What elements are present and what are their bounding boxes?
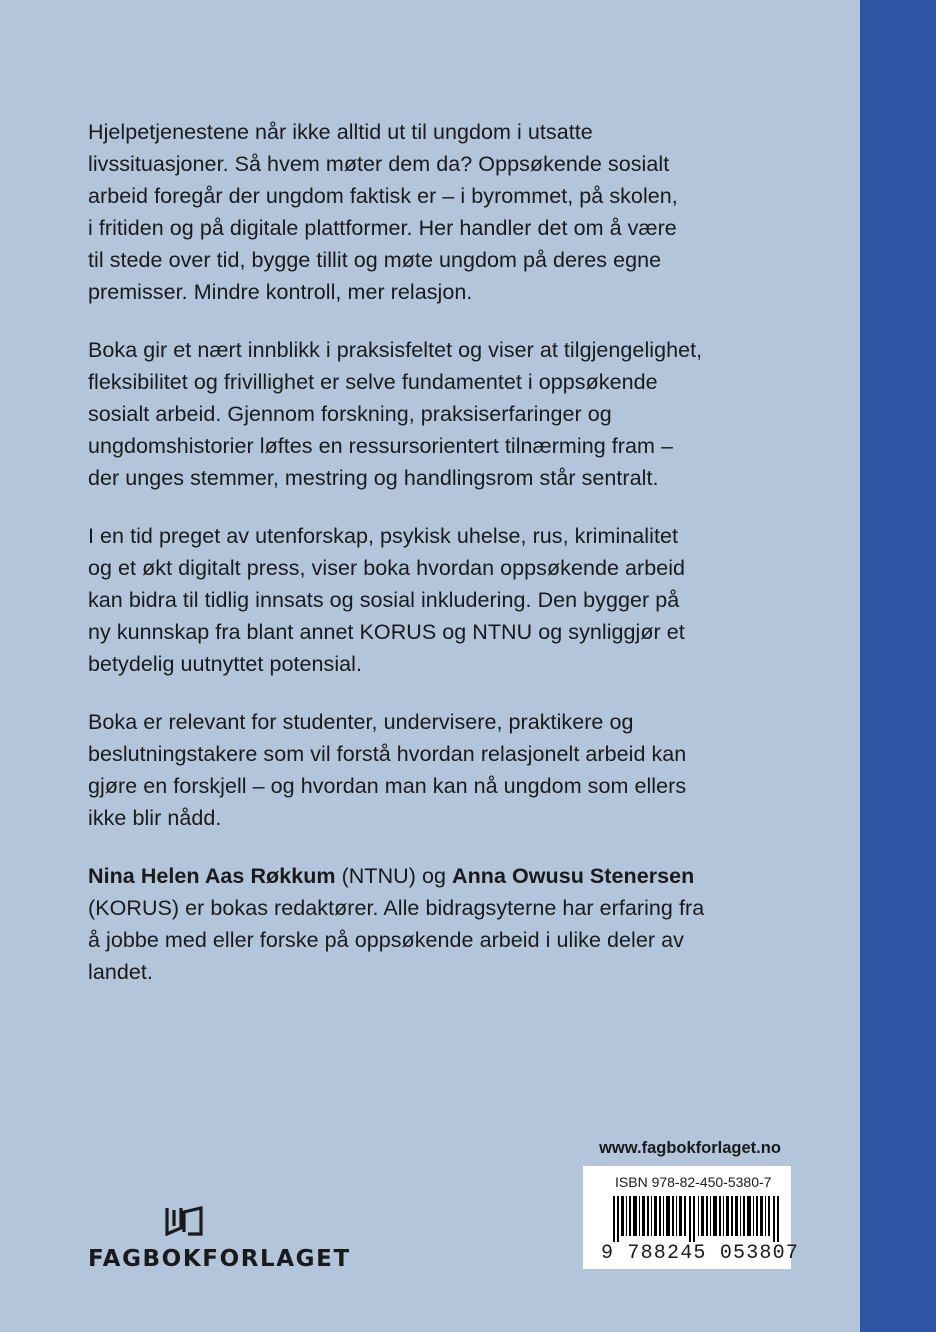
isbn-label: ISBN 978-82-450-5380-7 — [615, 1174, 772, 1190]
barcode-icon — [613, 1196, 783, 1242]
text-line: Hjelpetjenestene når ikke alltid ut til ungdom i utsatte — [88, 120, 593, 144]
paragraph-3 — [88, 520, 748, 680]
editors-paragraph — [88, 860, 748, 988]
editor-affiliation-1: (NTNU) og — [335, 864, 452, 888]
text-line: fleksibilitet og frivillighet er selve fundamentet i oppsøkende — [88, 370, 658, 394]
editor-name-2: Anna Owusu Stenersen — [452, 864, 695, 888]
open-book-logo-icon — [164, 1206, 204, 1236]
text-line: premisser. Mindre kontroll, mer relasjon. — [88, 280, 473, 304]
text-line: ikke blir nådd. — [88, 806, 222, 830]
text-line: der unges stemmer, mestring og handlingsrom står sentralt. — [88, 466, 659, 490]
text-line: ungdomshistorier løftes en ressursorientert tilnærming fram – — [88, 434, 673, 458]
text-line: å jobbe med eller forske på oppsøkende arbeid i ulike deler av — [88, 928, 684, 952]
barcode-digits: 9 788245 053807 — [601, 1242, 800, 1265]
text-line: til stede over tid, bygge tillit og møte ungdom på deres egne — [88, 248, 662, 272]
text-line — [88, 860, 748, 892]
text-line: Boka er relevant for studenter, undervisere, praktikere og — [88, 710, 634, 734]
text-line: ny kunnskap fra blant annet KORUS og NTNU og synliggjør et — [88, 620, 685, 644]
paragraph-4 — [88, 706, 748, 834]
text-line: kan bidra til tidlig innsats og sosial inkludering. Den bygger på — [88, 588, 680, 612]
editor-name-1: Nina Helen Aas Røkkum — [88, 864, 336, 888]
text-line: i fritiden og på digitale plattformer. Her handler det om å være — [88, 216, 677, 240]
text-line: landet. — [88, 960, 153, 984]
paragraph-2 — [88, 334, 748, 494]
spine-band — [860, 0, 936, 1332]
text-line: gjøre en forskjell – og hvordan man kan nå ungdom som ellers — [88, 774, 687, 798]
text-line: og et økt digitalt press, viser boka hvordan oppsøkende arbeid — [88, 556, 686, 580]
text-line: livssituasjoner. Så hvem møter dem da? Oppsøkende sosialt — [88, 152, 670, 176]
paragraph-1 — [88, 116, 748, 308]
text-line: sosialt arbeid. Gjennom forskning, praksiserfaringer og — [88, 402, 612, 426]
back-cover-text — [88, 116, 748, 1014]
text-line: Boka gir et nært innblikk i praksisfeltet og viser at tilgjengelighet, — [88, 338, 703, 362]
text-line: (KORUS) er bokas redaktører. Alle bidragsyterne har erfaring fra — [88, 896, 705, 920]
text-line: I en tid preget av utenforskap, psykisk uhelse, rus, kriminalitet — [88, 524, 678, 548]
isbn-barcode — [583, 1166, 800, 1269]
text-line: beslutningstakere som vil forstå hvordan relasjonelt arbeid kan — [88, 742, 687, 766]
text-line: betydelig uutnyttet potensial. — [88, 652, 363, 676]
publisher-website: www.fagbokforlaget.no — [599, 1139, 781, 1157]
text-line: arbeid foregår der ungdom faktisk er – i byrommet, på skolen, — [88, 184, 678, 208]
publisher-logo — [88, 1206, 351, 1276]
publisher-name: FAGBOKFORLAGET — [88, 1246, 351, 1272]
